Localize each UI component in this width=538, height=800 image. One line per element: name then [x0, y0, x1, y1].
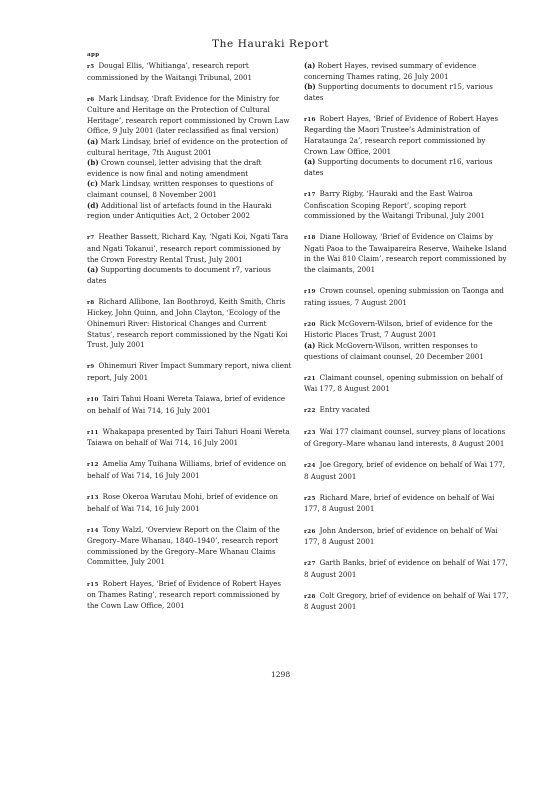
entry-code: r13 — [87, 495, 99, 501]
sub-item-text: Additional list of artefacts found in the Hauraki region under Antiquities Act, 2 October 2002 — [87, 200, 272, 221]
entry-code: r14 — [87, 527, 99, 534]
entry-text: Whakapapa presented by Tairi Tahuri Hoani Wereta Taiawa on behalf of Wai 714, 16 July 2001 — [87, 426, 290, 448]
sub-item-text: Crown counsel, letter advising that the draft evidence is now final and noting amendment — [87, 158, 262, 178]
entry-code: r22 — [304, 408, 316, 415]
entry-code: r27 — [304, 561, 316, 568]
entry-text: Rick McGovern-Wilson, brief of evidence for the Historic Places Trust, 7 August 2001 — [304, 318, 493, 340]
reference-entry — [304, 405, 509, 417]
entry-text: Diane Holloway, ‘Brief of Evidence on Claims by Ngati Paoa to the Tawaipareira Reserve, Waiheke Island in the Wai 810 Claim’, research report commissioned by the claimants, 2001 — [304, 232, 507, 274]
entry-code: r8 — [87, 299, 95, 306]
entry-code: r20 — [304, 321, 316, 328]
sub-item-label: (a) — [304, 340, 316, 350]
sub-item-text: Robert Hayes, revised summary of evidence concerning Thames rating, 26 July 2001 — [304, 61, 477, 81]
reference-entry — [304, 319, 509, 362]
sub-item-text: Supporting documents to document r15, various dates — [304, 82, 493, 102]
entry-code: r9 — [87, 364, 95, 371]
reference-entry — [304, 232, 509, 275]
sub-item-text: Mark Lindsay, written responses to questions of claimant counsel, 8 November 2001 — [87, 179, 274, 200]
right-column — [304, 61, 509, 613]
section-tag: app — [87, 52, 100, 58]
page-header: The Hauraki Report — [212, 38, 330, 50]
sub-item-label: (c) — [87, 179, 99, 189]
reference-entry — [304, 61, 509, 103]
entry-code: r24 — [304, 463, 316, 470]
entry-text: Crown counsel, opening submission on Taonga and rating issues, 7 August 2001 — [304, 286, 504, 307]
entry-code: r11 — [87, 429, 99, 436]
reference-entry — [87, 492, 292, 514]
reference-entry — [304, 189, 509, 222]
entry-text: Richard Allibone, Ian Boothroyd, Keith Smith, Chris Hickey, John Quinn, and John Clayton, ‘Ecology of the Ohinemuri River: Historical Changes and Current Status’, research report commissioned by the Ngati Koi Trust, July 2001 — [87, 296, 288, 350]
entry-sub-item — [304, 82, 509, 103]
entry-code: r17 — [304, 191, 316, 198]
reference-entry — [87, 94, 292, 222]
reference-entry — [87, 427, 292, 449]
reference-entry — [304, 526, 509, 548]
entry-text: Mark Lindsay, ‘Draft Evidence for the Ministry for Culture and Heritage on the Protection of Cultural Heritage’, research report commissioned by Crown Law Office, 9 July 2001 (later reclassified as final version) — [87, 93, 290, 136]
entry-sub-item — [87, 179, 292, 200]
entry-code: r26 — [304, 528, 316, 535]
entry-text: Amelia Amy Tuihana Williams, brief of evidence on behalf of Wai 714, 16 July 2001 — [87, 459, 287, 480]
entry-code: r19 — [304, 289, 316, 296]
entry-code: r28 — [304, 593, 316, 600]
entry-text: Dougal Ellis, ‘Whitianga’, research report commissioned by the Waitangi Tribunal, 2001 — [87, 61, 253, 82]
entry-text: Colt Gregory, brief of evidence on behalf of Wai 177, 8 August 2001 — [304, 590, 509, 612]
entry-code: r16 — [304, 116, 316, 123]
sub-item-label: (d) — [87, 200, 99, 210]
entry-sub-item — [87, 265, 292, 286]
reference-entry — [304, 460, 509, 482]
page-number: 1298 — [271, 670, 291, 679]
sub-item-text: Rick McGovern-Wilson, written responses to questions of claimant counsel, 20 December 2001 — [304, 340, 484, 361]
entry-text: John Anderson, brief of evidence on behalf of Wai 177, 8 August 2001 — [304, 525, 498, 547]
entry-text: Tony Walzl, ‘Overview Report on the Claim of the Gregory–Mare Whanau, 1840–1940’, research report commissioned by the Gregory–Mare Whanau Claims Committee, July 2001 — [87, 524, 280, 567]
reference-entry — [87, 394, 292, 416]
reference-entry — [87, 579, 292, 612]
entry-text: Garth Banks, brief of evidence on behalf of Wai 177, 8 August 2001 — [304, 558, 508, 579]
entry-code: r25 — [304, 495, 316, 502]
reference-entry — [304, 373, 509, 395]
reference-entry — [304, 114, 509, 179]
entry-text: Tairi Tahui Hoani Wereta Taiawa, brief of evidence on behalf of Wai 714, 16 July 2001 — [87, 393, 286, 415]
sub-item-label: (b) — [304, 82, 316, 92]
reference-entry — [304, 591, 509, 613]
reference-entry — [304, 493, 509, 515]
sub-item-label: (a) — [304, 157, 316, 167]
entry-text: Entry vacated — [319, 405, 370, 415]
entry-sub-item — [304, 157, 509, 178]
entry-text: Barry Rigby, ‘Hauraki and the East Wairoa Confiscation Scoping Report’, scoping report commissioned by the Waitangi Tribunal, July 2001 — [304, 188, 485, 221]
reference-entry — [87, 297, 292, 351]
entry-text: Wai 177 claimant counsel, survey plans of locations of Gregory–Mare whanau land interests, 8 August 2001 — [304, 427, 506, 449]
entry-text: Ohinemuri River Impact Summary report, niwa client report, July 2001 — [87, 361, 292, 382]
entry-code: r18 — [304, 235, 316, 242]
entry-text: Heather Bassett, Richard Kay, ‘Ngati Koi, Ngati Tara and Ngati Tokanui’, research report commissioned by the Crown Forestry Rental Trust, July 2001 — [87, 232, 289, 264]
entry-sub-item — [304, 341, 509, 362]
entry-code: r12 — [87, 462, 99, 469]
entry-text: Robert Hayes, ‘Brief of Evidence of Robert Hayes Regarding the Maori Trustee’s Administration of Harataunga 2a’, research report commissioned by Crown Law Office, 2001 — [304, 113, 499, 156]
entry-sub-item — [87, 158, 292, 179]
sub-item-label: (a) — [87, 137, 99, 147]
reference-entry — [87, 459, 292, 481]
reference-entry — [304, 427, 509, 449]
entry-text: Richard Mare, brief of evidence on behalf of Wai 177, 8 August 2001 — [304, 492, 495, 514]
entry-sub-item — [87, 137, 292, 158]
entry-text: Robert Hayes, ‘Brief of Evidence of Robert Hayes on Thames Rating’, research report commissioned by the Cown Law Office, 2001 — [87, 578, 282, 610]
entry-sub-item — [304, 61, 509, 82]
entry-code: r5 — [87, 64, 95, 70]
sub-item-text: Supporting documents to document r16, various dates — [304, 157, 493, 177]
entry-code: r10 — [87, 396, 99, 403]
entry-text: Rose Okeroa Warutau Mohi, brief of evidence on behalf of Wai 714, 16 July 2001 — [87, 492, 278, 513]
reference-entry — [304, 286, 509, 308]
left-column — [87, 61, 292, 611]
reference-entry — [87, 361, 292, 383]
entry-sub-item — [87, 201, 292, 222]
entry-text: Claimant counsel, opening submission on behalf of Wai 177, 8 August 2001 — [304, 372, 503, 394]
reference-entry — [304, 558, 509, 580]
entry-code: r15 — [87, 581, 99, 588]
entry-code: r23 — [304, 430, 316, 437]
reference-entry — [87, 61, 292, 83]
sub-item-text: Supporting documents to document r7, various dates — [87, 265, 271, 285]
sub-item-label: (a) — [304, 61, 316, 70]
reference-entry — [87, 232, 292, 286]
sub-item-label: (b) — [87, 158, 99, 168]
entry-code: r7 — [87, 235, 95, 242]
entry-code: r21 — [304, 375, 316, 382]
entry-code: r6 — [87, 96, 95, 103]
entry-text: Joe Gregory, brief of evidence on behalf of Wai 177, 8 August 2001 — [304, 460, 506, 481]
sub-item-text: Mark Lindsay, brief of evidence on the protection of cultural heritage, 7th August 2001 — [87, 137, 288, 157]
reference-entry — [87, 525, 292, 568]
sub-item-label: (a) — [87, 265, 99, 275]
